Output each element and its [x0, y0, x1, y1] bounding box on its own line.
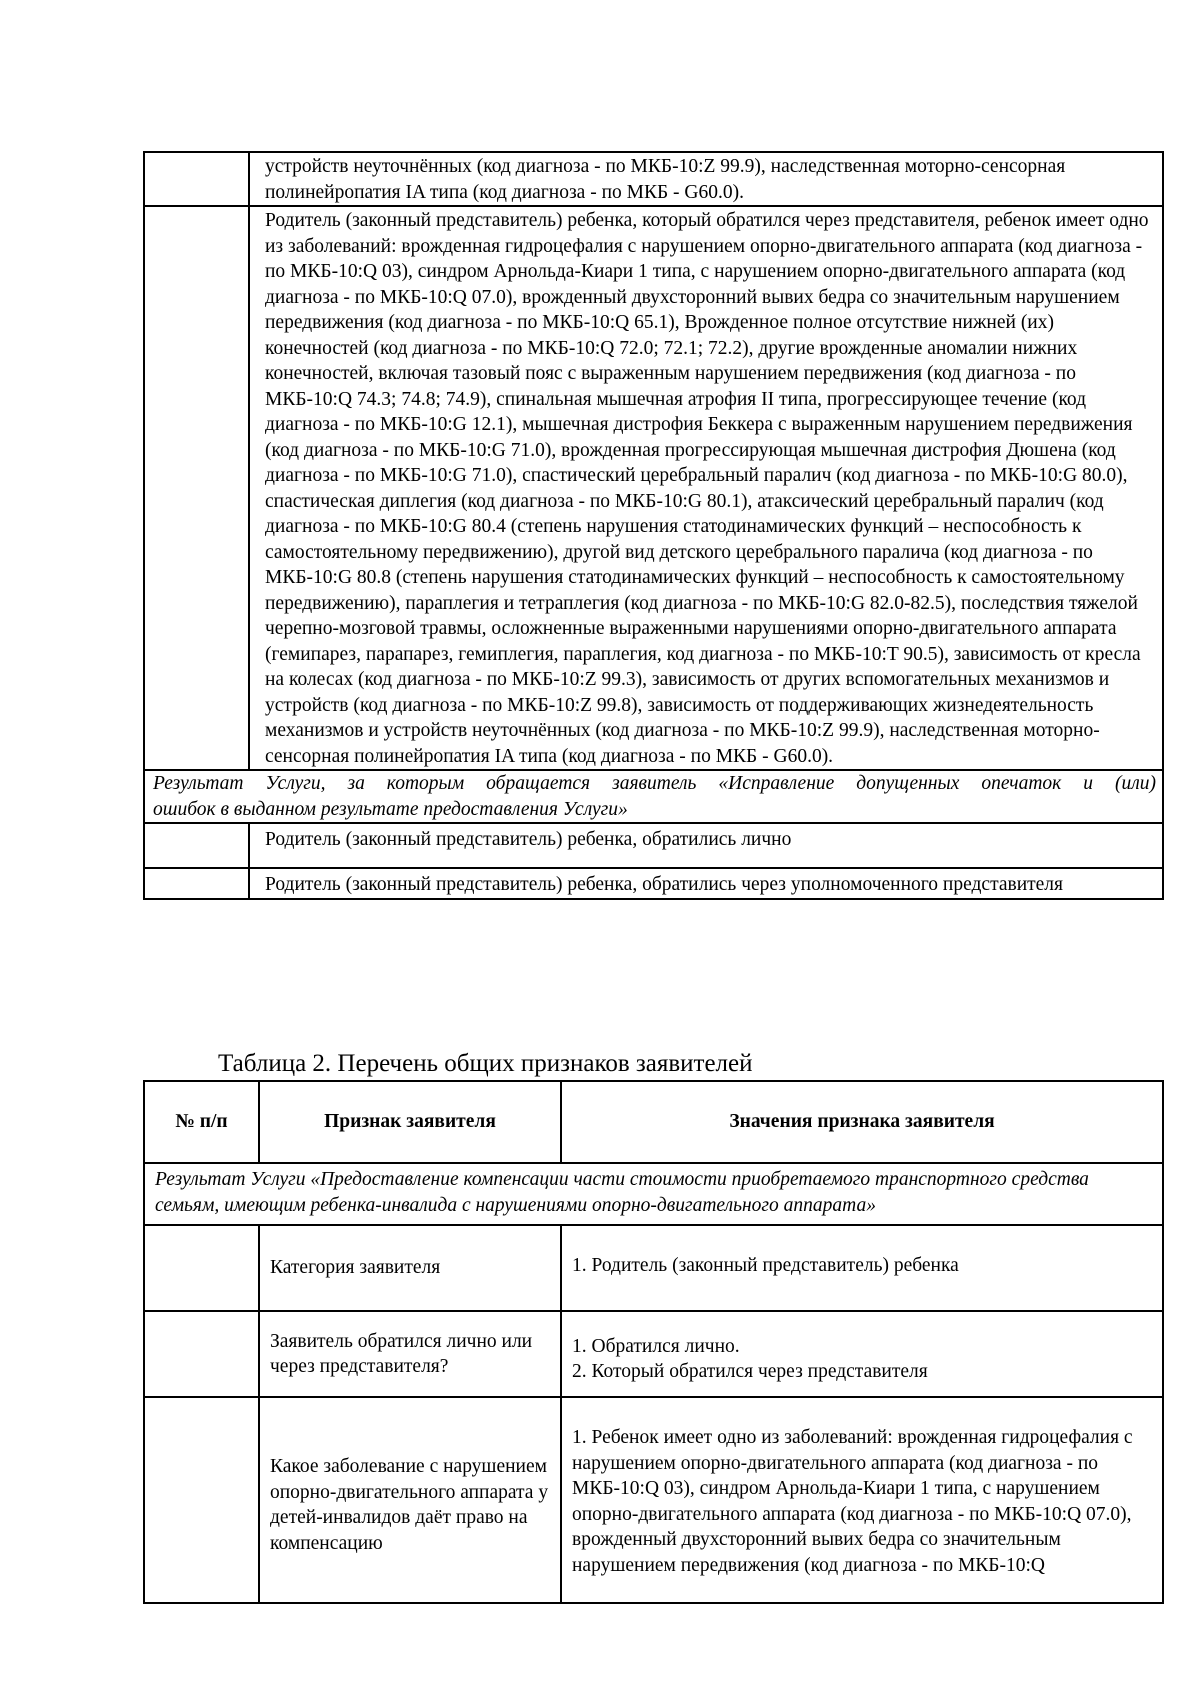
general-applicant-attributes-table: [143, 1080, 1164, 1604]
attribute-value: [561, 1225, 1163, 1311]
table-header-row: [144, 1081, 1163, 1163]
row-number-cell: [144, 868, 249, 899]
attribute-label: Какое заболевание с нарушением опорно-двигательного аппарата у детей-инвалидов даёт право на компенсацию: [259, 1397, 561, 1603]
attribute-label: Заявитель обратился лично или через представителя?: [259, 1311, 561, 1397]
column-header-values: Значения признака заявителя: [561, 1081, 1163, 1163]
table-row: [144, 868, 1163, 899]
table-caption: Таблица 2. Перечень общих признаков заявителей: [218, 1050, 753, 1077]
row-number-cell: [144, 823, 249, 868]
table-row: [144, 1225, 1163, 1311]
row-number-cell: [144, 1397, 259, 1603]
table-row: [144, 1397, 1163, 1603]
table-row: [144, 1311, 1163, 1397]
row-text-cell: Родитель (законный представитель) ребенка, обратились через уполномоченного представителя: [249, 868, 1163, 899]
result-heading-line: Результат Услуги, за которым обращается заявитель «Исправление допущенных опечаток и (или): [153, 773, 1156, 794]
table-row: [144, 206, 1163, 770]
value-line: 2. Который обратился через представителя: [572, 1361, 928, 1382]
result-row: [144, 770, 1163, 823]
table-row: [144, 152, 1163, 206]
attribute-value: [561, 1311, 1163, 1397]
table-row: [144, 823, 1163, 868]
row-text-cell: Родитель (законный представитель) ребенка, обратились лично: [249, 823, 1163, 868]
value-line: 1. Обратился лично.: [572, 1335, 740, 1357]
row-text-cell: Родитель (законный представитель) ребенка, который обратился через представителя, ребенок имеет одно из заболеваний: врожденная гидроцефалия с нарушением опорно-двигательного аппарата (код диагноза - по МКБ-10:Q 03), синдром Арнольда-Киари 1 типа, с нарушением опорно-двигательного аппарата (код диагноза - по МКБ-10:Q 07.0), врожденный двухсторонний вывих бедра со значительным нарушением передвижения (код диагноза - по МКБ-10:Q 65.1), Врожденное полное отсутствие нижней (их) конечностей (код диагноза - по МКБ-10:Q 72.0; 72.1; 72.2), другие врожденные аномалии нижних конечностей, включая тазовый пояс с выраженным нарушением передвижения (код диагноза - по МКБ-10:Q 74.3; 74.8; 74.9), спинальная мышечная атрофия II типа, прогрессирующее течение (код диагноза - по МКБ-10:G 12.1), мышечная дистрофия Беккера с выраженным нарушением передвижения (код диагноза - по МКБ-10:G 71.0), врожденная прогрессирующая мышечная дистрофия Дюшена (код диагноза - по МКБ-10:G 71.0), спастический церебральный паралич (код диагноза - по МКБ-10:G 80.0), спастическая диплегия (код диагноза - по МКБ-10:G 80.1), атаксический церебральный паралич (код диагноза - по МКБ-10:G 80.4 (степень нарушения статодинамических функций – неспособность к самостоятельному передвижению), другой вид детского церебрального паралича (код диагноза - по МКБ-10:G 80.8 (степень нарушения статодинамических функций – неспособность к самостоятельному передвижению), параплегия и тетраплегия (код диагноза - по МКБ-10:G 82.0-82.5), последствия тяжелой черепно-мозговой травмы, осложненные выраженными нарушениями опорно-двигательного аппарата (гемипарез, парапарез, гемиплегия, параплегия, код диагноза - по МКБ-10:T 90.5), зависимость от кресла на колесах (код диагноза - по МКБ-10:Z 99.3), зависимость от других вспомогательных механизмов и устройств (код диагноза - по МКБ-10:Z 99.8), зависимость от поддерживающих жизнедеятельность механизмов и устройств неуточнённых (код диагноза - по МКБ-10:Z 99.9), наследственная моторно-сенсорная полинейропатия IA типа (код диагноза - по МКБ - G60.0).: [249, 206, 1163, 770]
result-heading-cell: [144, 770, 1163, 823]
attribute-label: Категория заявителя: [259, 1225, 561, 1311]
column-header-attribute: Признак заявителя: [259, 1081, 561, 1163]
result-row: [144, 1163, 1163, 1225]
row-number-cell: [144, 206, 249, 770]
column-header-number: № п/п: [144, 1081, 259, 1163]
result-heading-cell: Результат Услуги «Предоставление компенсации части стоимости приобретаемого транспортного средства семьям, имеющим ребенка-инвалида с нарушениями опорно-двигательного аппарата»: [144, 1163, 1163, 1225]
applicants-table-continued: [143, 151, 1164, 900]
row-text-cell: устройств неуточнённых (код диагноза - по МКБ-10:Z 99.9), наследственная моторно-сенсорная полинейропатия IA типа (код диагноза - по МКБ - G60.0).: [249, 152, 1163, 206]
value-line: 1. Родитель (законный представитель) ребенка: [572, 1255, 959, 1276]
result-heading-line: ошибок в выданном результате предоставления Услуги»: [153, 798, 628, 820]
value-line: 1. Ребенок имеет одно из заболеваний: врожденная гидроцефалия с нарушением опорно-двигательного аппарата (код диагноза - по МКБ-10:Q 03), синдром Арнольда-Киари 1 типа, с нарушением опорно-двигательного аппарата (код диагноза - по МКБ-10:Q 07.0), врожденный двухсторонний вывих бедра со значительным нарушением передвижения (код диагноза - по МКБ-10:Q: [572, 1427, 1133, 1576]
row-number-cell: [144, 1225, 259, 1311]
row-number-cell: [144, 1311, 259, 1397]
row-number-cell: [144, 152, 249, 206]
attribute-value: [561, 1397, 1163, 1603]
